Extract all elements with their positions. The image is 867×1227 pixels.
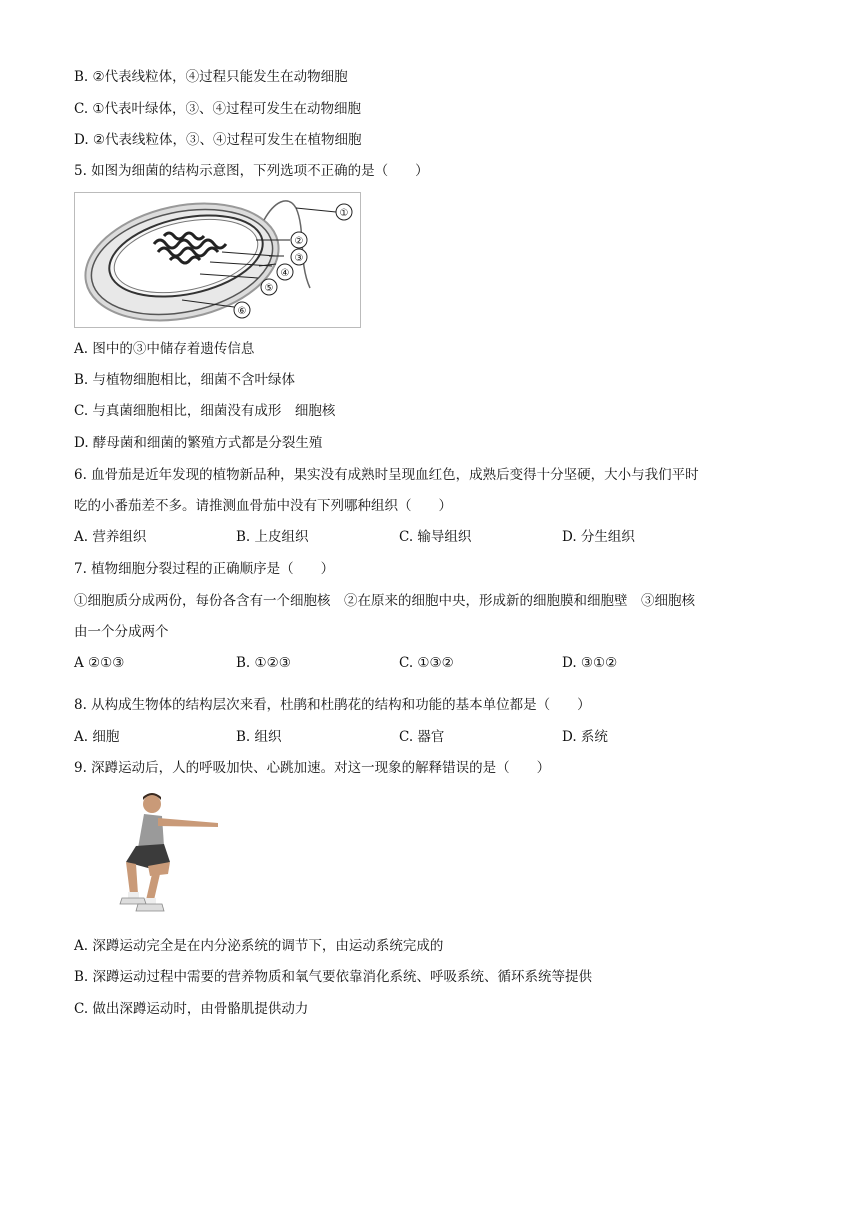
q9-option-a: A. 深蹲运动完全是在内分泌系统的调节下，由运动系统完成的	[74, 938, 444, 954]
squat-figure	[108, 790, 226, 920]
q5-stem: 5. 如图为细菌的结构示意图，下列选项不正确的是（ ）	[74, 163, 429, 179]
q8-option-c: C. 器官	[399, 729, 445, 745]
q4-option-c: C. ①代表叶绿体，③、④过程可发生在动物细胞	[74, 101, 362, 117]
q5-option-c: C. 与真菌细胞相比，细菌没有成形 细胞核	[74, 403, 336, 419]
label-4: ④	[280, 268, 290, 279]
q7-stem: 7. 植物细胞分裂过程的正确顺序是（ ）	[74, 561, 335, 577]
arms	[158, 818, 218, 827]
q6-stem-line-1: 6. 血骨茄是近年发现的植物新品种，果实没有成熟时呈现血红色，成熟后变得十分坚硬，大小与我们平时	[74, 467, 699, 483]
squatting-person-illustration	[108, 790, 226, 920]
q8-option-b: B. 组织	[236, 729, 282, 745]
q8-option-d: D. 系统	[562, 729, 608, 745]
label-3: ③	[294, 253, 304, 264]
q9-option-c: C. 做出深蹲运动时，由骨骼肌提供动力	[74, 1001, 309, 1017]
q6-option-a: A. 营养组织	[74, 529, 147, 545]
q7-option-a: A ②①③	[74, 655, 125, 671]
q7-desc-line-2: 由一个分成两个	[74, 624, 169, 640]
q6-option-c: C. 输导组织	[399, 529, 472, 545]
left-shoe	[120, 898, 146, 904]
q9-option-b: B. 深蹲运动过程中需要的营养物质和氧气要依靠消化系统、呼吸系统、循环系统等提供	[74, 969, 593, 985]
q4-option-b: B. ②代表线粒体，④过程只能发生在动物细胞	[74, 69, 348, 85]
q6-option-b: B. 上皮组织	[236, 529, 309, 545]
label-1: ①	[339, 208, 349, 219]
right-sock	[145, 898, 156, 904]
q7-option-c: C. ①③②	[399, 655, 454, 671]
right-shoe	[136, 904, 164, 911]
q7-option-d: D. ③①②	[562, 655, 618, 671]
right-leg	[146, 874, 160, 900]
q8-stem: 8. 从构成生物体的结构层次来看，杜鹃和杜鹃花的结构和功能的基本单位都是（ ）	[74, 697, 591, 713]
q7-desc-line-1: ①细胞质分成两份，每份各含有一个细胞核 ②在原来的细胞中央，形成新的细胞膜和细胞壁 ③细胞核	[74, 593, 695, 609]
head	[143, 795, 161, 813]
bacteria-structure-figure	[74, 192, 361, 328]
q6-stem-line-2: 吃的小番茄差不多。请推测血骨茄中没有下列哪种组织（ ）	[74, 498, 452, 514]
left-sock	[128, 892, 139, 898]
label-6: ⑥	[237, 306, 247, 317]
q5-option-d: D. 酵母菌和细菌的繁殖方式都是分裂生殖	[74, 435, 323, 451]
q9-stem: 9. 深蹲运动后，人的呼吸加快、心跳加速。对这一现象的解释错误的是（ ）	[74, 760, 551, 776]
q8-option-a: A. 细胞	[74, 729, 120, 745]
q6-option-d: D. 分生组织	[562, 529, 635, 545]
left-leg	[126, 862, 138, 894]
label-5: ⑤	[264, 283, 274, 294]
bacteria-diagram	[74, 192, 361, 328]
q4-option-d: D. ②代表线粒体，③、④过程可发生在植物细胞	[74, 132, 362, 148]
q7-option-b: B. ①②③	[236, 655, 291, 671]
label-2: ②	[294, 236, 304, 247]
q5-option-b: B. 与植物细胞相比，细菌不含叶绿体	[74, 372, 296, 388]
q5-option-a: A. 图中的③中储存着遗传信息	[74, 341, 255, 357]
